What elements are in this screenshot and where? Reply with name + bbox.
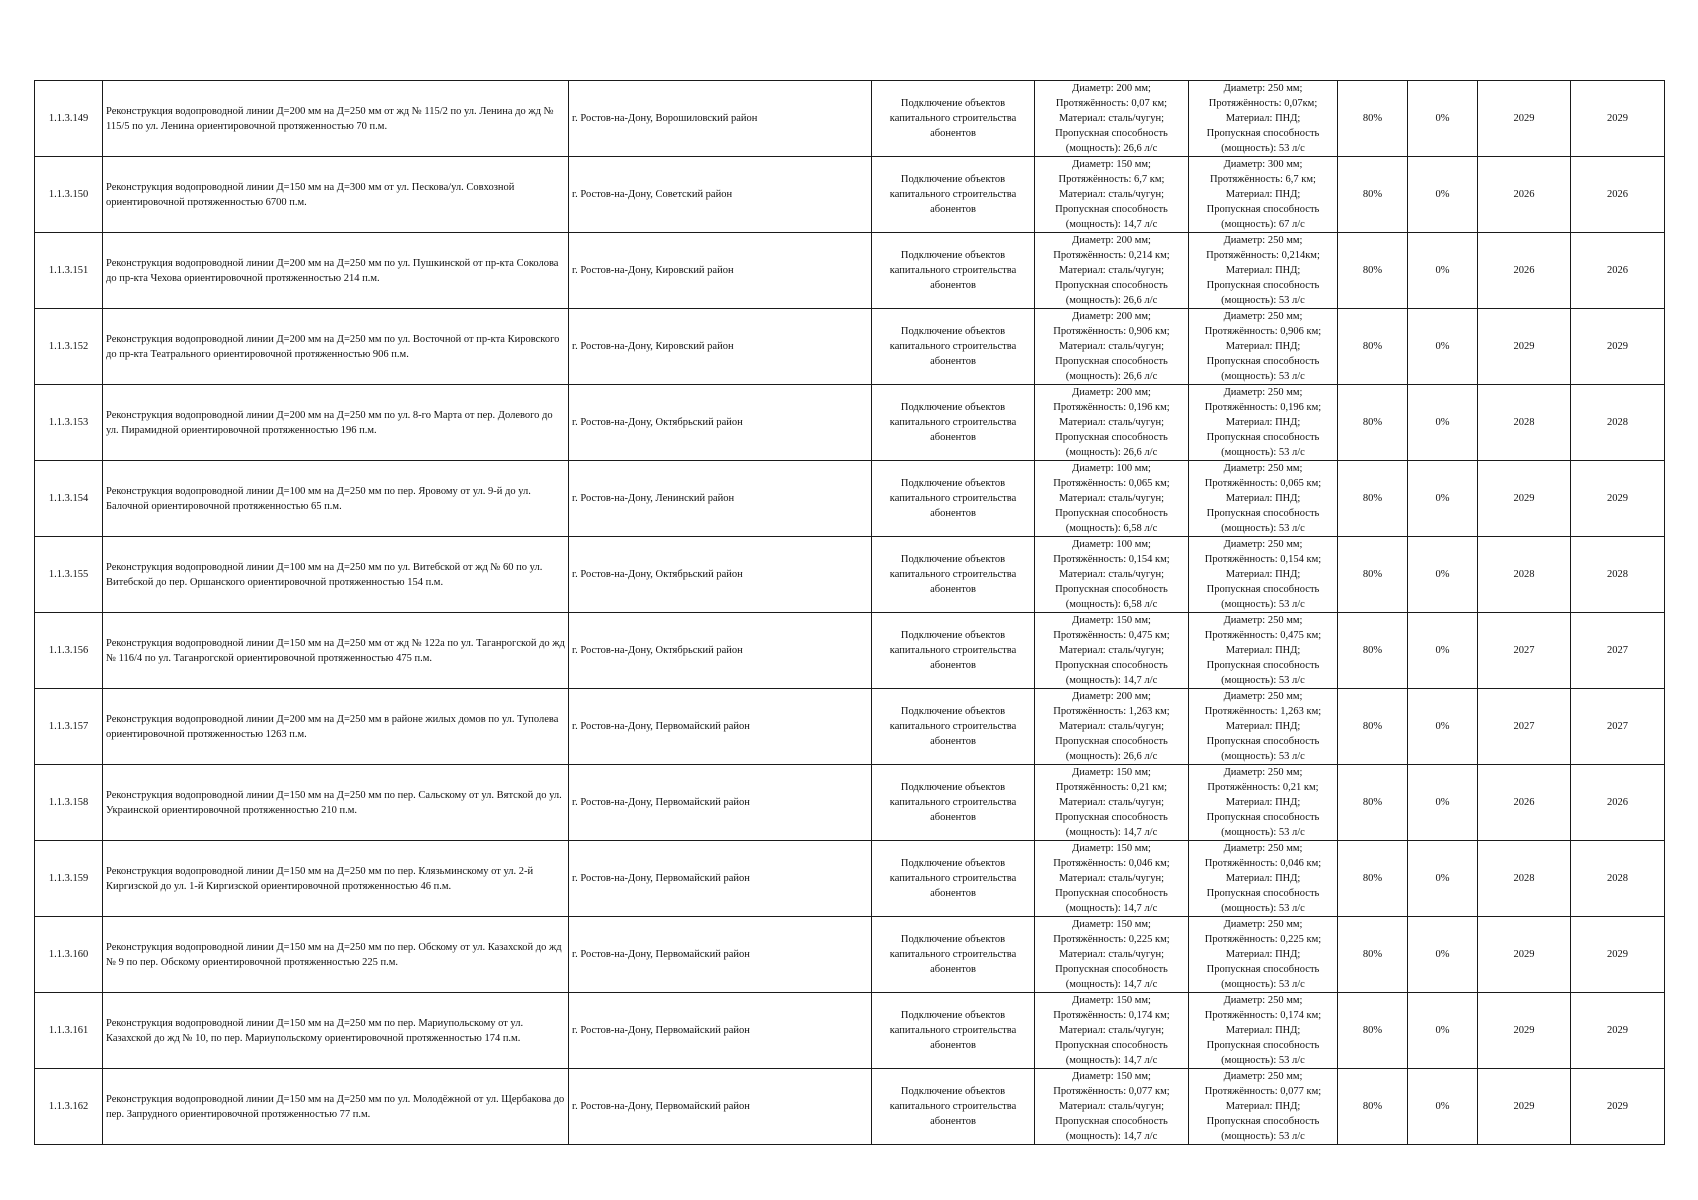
spec-line: Пропускная способность (1206, 280, 1320, 291)
project-name-cell: Реконструкция водопроводной линии Д=150 мм на Д=250 мм по пер. Мариупольскому от ул. Казахской до жд № 10, по пер. Мариупольскому ориентировочной протяженностью 174 п.м. (103, 993, 569, 1069)
row-number-cell: 1.1.3.162 (35, 1069, 103, 1145)
location-cell: г. Ростов-на-Дону, Советский район (569, 157, 872, 233)
spec-line: Протяжённость: 0,174 км; (1204, 1010, 1322, 1021)
spec-line: Материал: ПНД; (1225, 873, 1301, 884)
wear-percent-cell: 80% (1338, 309, 1408, 385)
table-row (35, 765, 1665, 841)
spec-line: Диаметр: 150 мм; (1072, 1071, 1151, 1082)
spec-line: Протяжённость: 0,225 км; (1204, 934, 1322, 945)
table-row (35, 233, 1665, 309)
completion-percent-cell: 0% (1408, 917, 1478, 993)
spec-line: Материал: сталь/чугун; (1058, 873, 1165, 884)
spec-line: Материал: ПНД; (1225, 265, 1301, 276)
reconstruction-table (34, 80, 1665, 1145)
spec-line: (мощность): 53 л/с (1221, 143, 1305, 154)
spec-line: Диаметр: 200 мм; (1072, 387, 1151, 398)
spec-line: Пропускная способность (1055, 964, 1168, 975)
specs-after-cell (1189, 157, 1338, 233)
specs-after-cell (1189, 233, 1338, 309)
spec-line: Протяжённость: 0,225 км; (1053, 934, 1170, 945)
start-year-cell: 2029 (1478, 993, 1571, 1069)
wear-percent-cell: 80% (1338, 537, 1408, 613)
location-cell: г. Ростов-на-Дону, Первомайский район (569, 993, 872, 1069)
start-year-cell: 2029 (1478, 309, 1571, 385)
spec-line: (мощность): 6,58 л/с (1065, 523, 1158, 534)
spec-line: Протяжённость: 0,174 км; (1053, 1010, 1170, 1021)
spec-line: Протяжённость: 0,077 км; (1053, 1086, 1170, 1097)
spec-line: Материал: сталь/чугун; (1058, 341, 1165, 352)
completion-percent-cell: 0% (1408, 537, 1478, 613)
spec-line: (мощность): 14,7 л/с (1065, 827, 1158, 838)
end-year-cell: 2027 (1571, 689, 1665, 765)
table-row (35, 157, 1665, 233)
purpose-cell: Подключение объектов капитального строительства абонентов (872, 81, 1035, 157)
spec-line: Материал: сталь/чугун; (1058, 569, 1165, 580)
spec-line: Диаметр: 250 мм; (1223, 995, 1303, 1006)
spec-line: (мощность): 53 л/с (1221, 1055, 1305, 1066)
spec-line: Пропускная способность (1055, 280, 1168, 291)
spec-line: Протяжённость: 0,21 км; (1055, 782, 1168, 793)
table-row (35, 1069, 1665, 1145)
table-row (35, 81, 1665, 157)
project-name-cell: Реконструкция водопроводной линии Д=150 мм на Д=250 мм по пер. Сальскому от ул. Вятской до ул. Украинской ориентировочной протяженностью 210 п.м. (103, 765, 569, 841)
spec-line: Диаметр: 250 мм; (1223, 691, 1303, 702)
row-number-cell: 1.1.3.161 (35, 993, 103, 1069)
start-year-cell: 2029 (1478, 917, 1571, 993)
completion-percent-cell: 0% (1408, 385, 1478, 461)
start-year-cell: 2028 (1478, 537, 1571, 613)
spec-line: Протяжённость: 6,7 км; (1058, 174, 1165, 185)
spec-line: Протяжённость: 0,214 км; (1053, 250, 1170, 261)
spec-line: (мощность): 53 л/с (1221, 371, 1305, 382)
end-year-cell: 2027 (1571, 613, 1665, 689)
specs-after-cell (1189, 537, 1338, 613)
spec-line: Пропускная способность (1055, 736, 1168, 747)
location-cell: г. Ростов-на-Дону, Октябрьский район (569, 385, 872, 461)
wear-percent-cell: 80% (1338, 993, 1408, 1069)
purpose-cell: Подключение объектов капитального строительства абонентов (872, 461, 1035, 537)
end-year-cell: 2029 (1571, 81, 1665, 157)
spec-line: Пропускная способность (1055, 660, 1168, 671)
spec-line: Протяжённость: 0,07км; (1208, 98, 1318, 109)
spec-line: Материал: ПНД; (1225, 341, 1301, 352)
spec-line: Пропускная способность (1055, 508, 1168, 519)
spec-line: Протяжённость: 0,214км; (1206, 250, 1320, 261)
project-name-cell: Реконструкция водопроводной линии Д=150 мм на Д=250 мм от жд № 122а по ул. Таганрогской до жд № 116/4 по ул. Таганрогской ориентировочной протяженностью 475 п.м. (103, 613, 569, 689)
spec-line: Протяжённость: 0,475 км; (1053, 630, 1170, 641)
end-year-cell: 2029 (1571, 993, 1665, 1069)
end-year-cell: 2029 (1571, 917, 1665, 993)
spec-line: Диаметр: 150 мм; (1072, 159, 1151, 170)
spec-line: Материал: сталь/чугун; (1058, 417, 1165, 428)
row-number-cell: 1.1.3.160 (35, 917, 103, 993)
spec-line: Протяжённость: 0,065 км; (1204, 478, 1322, 489)
spec-line: Диаметр: 150 мм; (1072, 843, 1151, 854)
wear-percent-cell: 80% (1338, 385, 1408, 461)
specs-after-cell (1189, 1069, 1338, 1145)
completion-percent-cell: 0% (1408, 841, 1478, 917)
spec-line: Диаметр: 250 мм; (1223, 843, 1303, 854)
specs-after-cell (1189, 841, 1338, 917)
spec-line: Материал: ПНД; (1225, 113, 1301, 124)
spec-line: Диаметр: 250 мм; (1223, 919, 1303, 930)
spec-line: Диаметр: 250 мм; (1223, 311, 1303, 322)
spec-line: Пропускная способность (1206, 1116, 1320, 1127)
spec-line: Пропускная способность (1055, 812, 1168, 823)
table-row (35, 309, 1665, 385)
spec-line: (мощность): 53 л/с (1221, 523, 1305, 534)
wear-percent-cell: 80% (1338, 461, 1408, 537)
end-year-cell: 2028 (1571, 537, 1665, 613)
end-year-cell: 2028 (1571, 385, 1665, 461)
row-number-cell: 1.1.3.150 (35, 157, 103, 233)
spec-line: (мощность): 14,7 л/с (1065, 675, 1158, 686)
spec-line: Материал: ПНД; (1225, 569, 1301, 580)
start-year-cell: 2029 (1478, 1069, 1571, 1145)
table-row (35, 917, 1665, 993)
spec-line: Протяжённость: 1,263 км; (1204, 706, 1322, 717)
spec-line: Диаметр: 200 мм; (1072, 235, 1151, 246)
table-row (35, 841, 1665, 917)
spec-line: Диаметр: 200 мм; (1072, 83, 1151, 94)
spec-line: (мощность): 26,6 л/с (1065, 447, 1158, 458)
spec-line: Диаметр: 300 мм; (1223, 159, 1303, 170)
spec-line: Материал: ПНД; (1225, 417, 1301, 428)
row-number-cell: 1.1.3.154 (35, 461, 103, 537)
spec-line: Протяжённость: 0,475 км; (1204, 630, 1322, 641)
spec-line: (мощность): 53 л/с (1221, 599, 1305, 610)
location-cell: г. Ростов-на-Дону, Первомайский район (569, 917, 872, 993)
location-cell: г. Ростов-на-Дону, Октябрьский район (569, 537, 872, 613)
spec-line: Диаметр: 250 мм; (1223, 387, 1303, 398)
start-year-cell: 2026 (1478, 157, 1571, 233)
row-number-cell: 1.1.3.156 (35, 613, 103, 689)
completion-percent-cell: 0% (1408, 81, 1478, 157)
location-cell: г. Ростов-на-Дону, Первомайский район (569, 1069, 872, 1145)
location-cell: г. Ростов-на-Дону, Ленинский район (569, 461, 872, 537)
completion-percent-cell: 0% (1408, 461, 1478, 537)
start-year-cell: 2028 (1478, 841, 1571, 917)
spec-line: (мощность): 53 л/с (1221, 295, 1305, 306)
wear-percent-cell: 80% (1338, 765, 1408, 841)
completion-percent-cell: 0% (1408, 233, 1478, 309)
purpose-cell: Подключение объектов капитального строительства абонентов (872, 157, 1035, 233)
project-name-cell: Реконструкция водопроводной линии Д=100 мм на Д=250 мм по пер. Яровому от ул. 9-й до ул. Балочной ориентировочной протяженностью 65 п.м. (103, 461, 569, 537)
spec-line: Протяжённость: 0,154 км; (1204, 554, 1322, 565)
spec-line: Протяжённость: 0,065 км; (1053, 478, 1170, 489)
spec-line: Диаметр: 250 мм; (1223, 539, 1303, 550)
start-year-cell: 2029 (1478, 461, 1571, 537)
spec-line: Пропускная способность (1206, 660, 1320, 671)
project-name-cell: Реконструкция водопроводной линии Д=200 мм на Д=250 мм по ул. 8-го Марта от пер. Долевого до ул. Пирамидной ориентировочной протяженностью 196 п.м. (103, 385, 569, 461)
project-name-cell: Реконструкция водопроводной линии Д=150 мм на Д=250 мм по пер. Клязьминскому от ул. 2-й Киргизской до ул. 1-й Киргизской ориентировочной протяженностью 46 п.м. (103, 841, 569, 917)
spec-line: Протяжённость: 0,077 км; (1204, 1086, 1322, 1097)
spec-line: (мощность): 26,6 л/с (1065, 295, 1158, 306)
spec-line: Протяжённость: 0,154 км; (1053, 554, 1170, 565)
specs-after-cell (1189, 993, 1338, 1069)
spec-line: (мощность): 26,6 л/с (1065, 751, 1158, 762)
document-page (34, 80, 1664, 1145)
spec-line: (мощность): 53 л/с (1221, 1131, 1305, 1142)
table-row (35, 613, 1665, 689)
spec-line: Пропускная способность (1206, 128, 1320, 139)
spec-line: Пропускная способность (1055, 204, 1168, 215)
specs-before-cell (1035, 537, 1189, 613)
spec-line: (мощность): 14,7 л/с (1065, 219, 1158, 230)
spec-line: Протяжённость: 0,07 км; (1055, 98, 1168, 109)
project-name-cell: Реконструкция водопроводной линии Д=200 мм на Д=250 мм по ул. Восточной от пр-кта Кировского до пр-кта Театрального ориентировочной протяженностью 906 п.м. (103, 309, 569, 385)
specs-after-cell (1189, 309, 1338, 385)
row-number-cell: 1.1.3.153 (35, 385, 103, 461)
spec-line: (мощность): 14,7 л/с (1065, 1055, 1158, 1066)
spec-line: Диаметр: 250 мм; (1223, 463, 1303, 474)
specs-before-cell (1035, 157, 1189, 233)
completion-percent-cell: 0% (1408, 1069, 1478, 1145)
spec-line: Пропускная способность (1055, 584, 1168, 595)
wear-percent-cell: 80% (1338, 613, 1408, 689)
wear-percent-cell: 80% (1338, 233, 1408, 309)
spec-line: Протяжённость: 0,046 км; (1053, 858, 1170, 869)
spec-line: Протяжённость: 6,7 км; (1210, 174, 1316, 185)
purpose-cell: Подключение объектов капитального строительства абонентов (872, 993, 1035, 1069)
table-row (35, 385, 1665, 461)
specs-before-cell (1035, 233, 1189, 309)
spec-line: Материал: сталь/чугун; (1058, 1025, 1165, 1036)
completion-percent-cell: 0% (1408, 765, 1478, 841)
spec-line: Пропускная способность (1206, 356, 1320, 367)
purpose-cell: Подключение объектов капитального строительства абонентов (872, 765, 1035, 841)
spec-line: (мощность): 53 л/с (1221, 979, 1305, 990)
wear-percent-cell: 80% (1338, 841, 1408, 917)
spec-line: Пропускная способность (1055, 1040, 1168, 1051)
spec-line: Протяжённость: 0,906 км; (1204, 326, 1322, 337)
row-number-cell: 1.1.3.151 (35, 233, 103, 309)
spec-line: Материал: сталь/чугун; (1058, 721, 1165, 732)
start-year-cell: 2028 (1478, 385, 1571, 461)
spec-line: Материал: сталь/чугун; (1058, 797, 1165, 808)
specs-after-cell (1189, 613, 1338, 689)
spec-line: Диаметр: 250 мм; (1223, 615, 1303, 626)
completion-percent-cell: 0% (1408, 689, 1478, 765)
spec-line: Материал: сталь/чугун; (1058, 645, 1165, 656)
start-year-cell: 2027 (1478, 689, 1571, 765)
project-name-cell: Реконструкция водопроводной линии Д=100 мм на Д=250 мм по ул. Витебской от жд № 60 по ул. Витебской до пер. Оршанского ориентировочной протяженностью 154 п.м. (103, 537, 569, 613)
specs-before-cell (1035, 461, 1189, 537)
spec-line: Материал: ПНД; (1225, 189, 1301, 200)
purpose-cell: Подключение объектов капитального строительства абонентов (872, 689, 1035, 765)
spec-line: Материал: сталь/чугун; (1058, 113, 1165, 124)
end-year-cell: 2029 (1571, 309, 1665, 385)
spec-line: Материал: сталь/чугун; (1058, 949, 1165, 960)
location-cell: г. Ростов-на-Дону, Октябрьский район (569, 613, 872, 689)
spec-line: Диаметр: 150 мм; (1072, 615, 1151, 626)
location-cell: г. Ростов-на-Дону, Первомайский район (569, 841, 872, 917)
spec-line: Пропускная способность (1206, 432, 1320, 443)
spec-line: Материал: ПНД; (1225, 493, 1301, 504)
spec-line: Пропускная способность (1206, 964, 1320, 975)
spec-line: Диаметр: 100 мм; (1072, 463, 1151, 474)
row-number-cell: 1.1.3.157 (35, 689, 103, 765)
spec-line: Материал: ПНД; (1225, 645, 1301, 656)
purpose-cell: Подключение объектов капитального строительства абонентов (872, 385, 1035, 461)
specs-before-cell (1035, 841, 1189, 917)
end-year-cell: 2029 (1571, 1069, 1665, 1145)
spec-line: Диаметр: 250 мм; (1223, 1071, 1303, 1082)
start-year-cell: 2027 (1478, 613, 1571, 689)
completion-percent-cell: 0% (1408, 993, 1478, 1069)
specs-before-cell (1035, 917, 1189, 993)
wear-percent-cell: 80% (1338, 1069, 1408, 1145)
end-year-cell: 2028 (1571, 841, 1665, 917)
location-cell: г. Ростов-на-Дону, Первомайский район (569, 765, 872, 841)
spec-line: (мощность): 53 л/с (1221, 447, 1305, 458)
spec-line: Пропускная способность (1206, 1040, 1320, 1051)
specs-before-cell (1035, 81, 1189, 157)
spec-line: Диаметр: 150 мм; (1072, 995, 1151, 1006)
table-row (35, 461, 1665, 537)
specs-before-cell (1035, 993, 1189, 1069)
table-body (35, 81, 1665, 1145)
spec-line: Протяжённость: 0,21 км; (1207, 782, 1319, 793)
table-row (35, 537, 1665, 613)
spec-line: Протяжённость: 0,906 км; (1053, 326, 1170, 337)
spec-line: Диаметр: 250 мм; (1223, 235, 1303, 246)
purpose-cell: Подключение объектов капитального строительства абонентов (872, 309, 1035, 385)
spec-line: Пропускная способность (1206, 736, 1320, 747)
spec-line: Протяжённость: 0,046 км; (1204, 858, 1322, 869)
spec-line: (мощность): 53 л/с (1221, 751, 1305, 762)
specs-after-cell (1189, 385, 1338, 461)
project-name-cell: Реконструкция водопроводной линии Д=150 мм на Д=250 мм по пер. Обскому от ул. Казахской до жд № 9 по пер. Обскому ориентировочной протяженностью 225 п.м. (103, 917, 569, 993)
project-name-cell: Реконструкция водопроводной линии Д=150 мм на Д=250 мм по ул. Молодёжной от ул. Щербакова до пер. Запрудного ориентировочной протяженностью 77 п.м. (103, 1069, 569, 1145)
specs-after-cell (1189, 765, 1338, 841)
purpose-cell: Подключение объектов капитального строительства абонентов (872, 917, 1035, 993)
project-name-cell: Реконструкция водопроводной линии Д=200 мм на Д=250 мм от жд № 115/2 по ул. Ленина до жд № 115/5 по ул. Ленина ориентировочной протяженностью 70 п.м. (103, 81, 569, 157)
spec-line: (мощность): 67 л/с (1221, 219, 1305, 230)
spec-line: Диаметр: 200 мм; (1072, 311, 1151, 322)
spec-line: Пропускная способность (1206, 888, 1320, 899)
spec-line: Материал: ПНД; (1225, 1025, 1301, 1036)
end-year-cell: 2029 (1571, 461, 1665, 537)
start-year-cell: 2026 (1478, 765, 1571, 841)
spec-line: Материал: ПНД; (1225, 949, 1301, 960)
purpose-cell: Подключение объектов капитального строительства абонентов (872, 1069, 1035, 1145)
end-year-cell: 2026 (1571, 233, 1665, 309)
location-cell: г. Ростов-на-Дону, Ворошиловский район (569, 81, 872, 157)
spec-line: Материал: ПНД; (1225, 1101, 1301, 1112)
spec-line: Протяжённость: 1,263 км; (1053, 706, 1170, 717)
spec-line: Пропускная способность (1055, 1116, 1168, 1127)
completion-percent-cell: 0% (1408, 309, 1478, 385)
purpose-cell: Подключение объектов капитального строительства абонентов (872, 613, 1035, 689)
spec-line: Протяжённость: 0,196 км; (1204, 402, 1322, 413)
specs-before-cell (1035, 613, 1189, 689)
spec-line: Пропускная способность (1055, 888, 1168, 899)
spec-line: Пропускная способность (1055, 356, 1168, 367)
spec-line: Пропускная способность (1055, 432, 1168, 443)
specs-after-cell (1189, 917, 1338, 993)
specs-after-cell (1189, 689, 1338, 765)
specs-after-cell (1189, 81, 1338, 157)
spec-line: Протяжённость: 0,196 км; (1053, 402, 1170, 413)
wear-percent-cell: 80% (1338, 689, 1408, 765)
spec-line: (мощность): 26,6 л/с (1065, 143, 1158, 154)
end-year-cell: 2026 (1571, 157, 1665, 233)
row-number-cell: 1.1.3.155 (35, 537, 103, 613)
wear-percent-cell: 80% (1338, 917, 1408, 993)
spec-line: Диаметр: 250 мм; (1223, 767, 1303, 778)
spec-line: (мощность): 53 л/с (1221, 903, 1305, 914)
project-name-cell: Реконструкция водопроводной линии Д=150 мм на Д=300 мм от ул. Пескова/ул. Совхозной ориентировочной протяженностью 6700 п.м. (103, 157, 569, 233)
end-year-cell: 2026 (1571, 765, 1665, 841)
wear-percent-cell: 80% (1338, 81, 1408, 157)
spec-line: Материал: сталь/чугун; (1058, 493, 1165, 504)
spec-line: (мощность): 26,6 л/с (1065, 371, 1158, 382)
spec-line: Пропускная способность (1055, 128, 1168, 139)
spec-line: Материал: ПНД; (1225, 797, 1301, 808)
spec-line: Материал: сталь/чугун; (1058, 1101, 1165, 1112)
table-row (35, 993, 1665, 1069)
specs-after-cell (1189, 461, 1338, 537)
spec-line: Материал: сталь/чугун; (1058, 265, 1165, 276)
completion-percent-cell: 0% (1408, 613, 1478, 689)
specs-before-cell (1035, 309, 1189, 385)
location-cell: г. Ростов-на-Дону, Первомайский район (569, 689, 872, 765)
location-cell: г. Ростов-на-Дону, Кировский район (569, 233, 872, 309)
specs-before-cell (1035, 765, 1189, 841)
spec-line: Диаметр: 200 мм; (1072, 691, 1151, 702)
location-cell: г. Ростов-на-Дону, Кировский район (569, 309, 872, 385)
spec-line: Диаметр: 250 мм; (1223, 83, 1303, 94)
spec-line: (мощность): 14,7 л/с (1065, 979, 1158, 990)
spec-line: Диаметр: 150 мм; (1072, 919, 1151, 930)
spec-line: (мощность): 6,58 л/с (1065, 599, 1158, 610)
spec-line: Пропускная способность (1206, 584, 1320, 595)
spec-line: (мощность): 53 л/с (1221, 675, 1305, 686)
spec-line: Диаметр: 150 мм; (1072, 767, 1151, 778)
table-row (35, 689, 1665, 765)
row-number-cell: 1.1.3.152 (35, 309, 103, 385)
row-number-cell: 1.1.3.158 (35, 765, 103, 841)
spec-line: Материал: сталь/чугун; (1058, 189, 1165, 200)
spec-line: (мощность): 14,7 л/с (1065, 1131, 1158, 1142)
spec-line: Пропускная способность (1206, 204, 1320, 215)
spec-line: Пропускная способность (1206, 508, 1320, 519)
specs-before-cell (1035, 689, 1189, 765)
start-year-cell: 2029 (1478, 81, 1571, 157)
project-name-cell: Реконструкция водопроводной линии Д=200 мм на Д=250 мм в районе жилых домов по ул. Туполева ориентировочной протяженностью 1263 п.м. (103, 689, 569, 765)
specs-before-cell (1035, 385, 1189, 461)
spec-line: Диаметр: 100 мм; (1072, 539, 1151, 550)
purpose-cell: Подключение объектов капитального строительства абонентов (872, 841, 1035, 917)
start-year-cell: 2026 (1478, 233, 1571, 309)
row-number-cell: 1.1.3.149 (35, 81, 103, 157)
specs-before-cell (1035, 1069, 1189, 1145)
project-name-cell: Реконструкция водопроводной линии Д=200 мм на Д=250 мм по ул. Пушкинской от пр-кта Соколова до пр-кта Чехова ориентировочной протяженностью 214 п.м. (103, 233, 569, 309)
spec-line: (мощность): 14,7 л/с (1065, 903, 1158, 914)
completion-percent-cell: 0% (1408, 157, 1478, 233)
spec-line: (мощность): 53 л/с (1221, 827, 1305, 838)
wear-percent-cell: 80% (1338, 157, 1408, 233)
spec-line: Пропускная способность (1206, 812, 1320, 823)
purpose-cell: Подключение объектов капитального строительства абонентов (872, 537, 1035, 613)
purpose-cell: Подключение объектов капитального строительства абонентов (872, 233, 1035, 309)
row-number-cell: 1.1.3.159 (35, 841, 103, 917)
spec-line: Материал: ПНД; (1225, 721, 1301, 732)
